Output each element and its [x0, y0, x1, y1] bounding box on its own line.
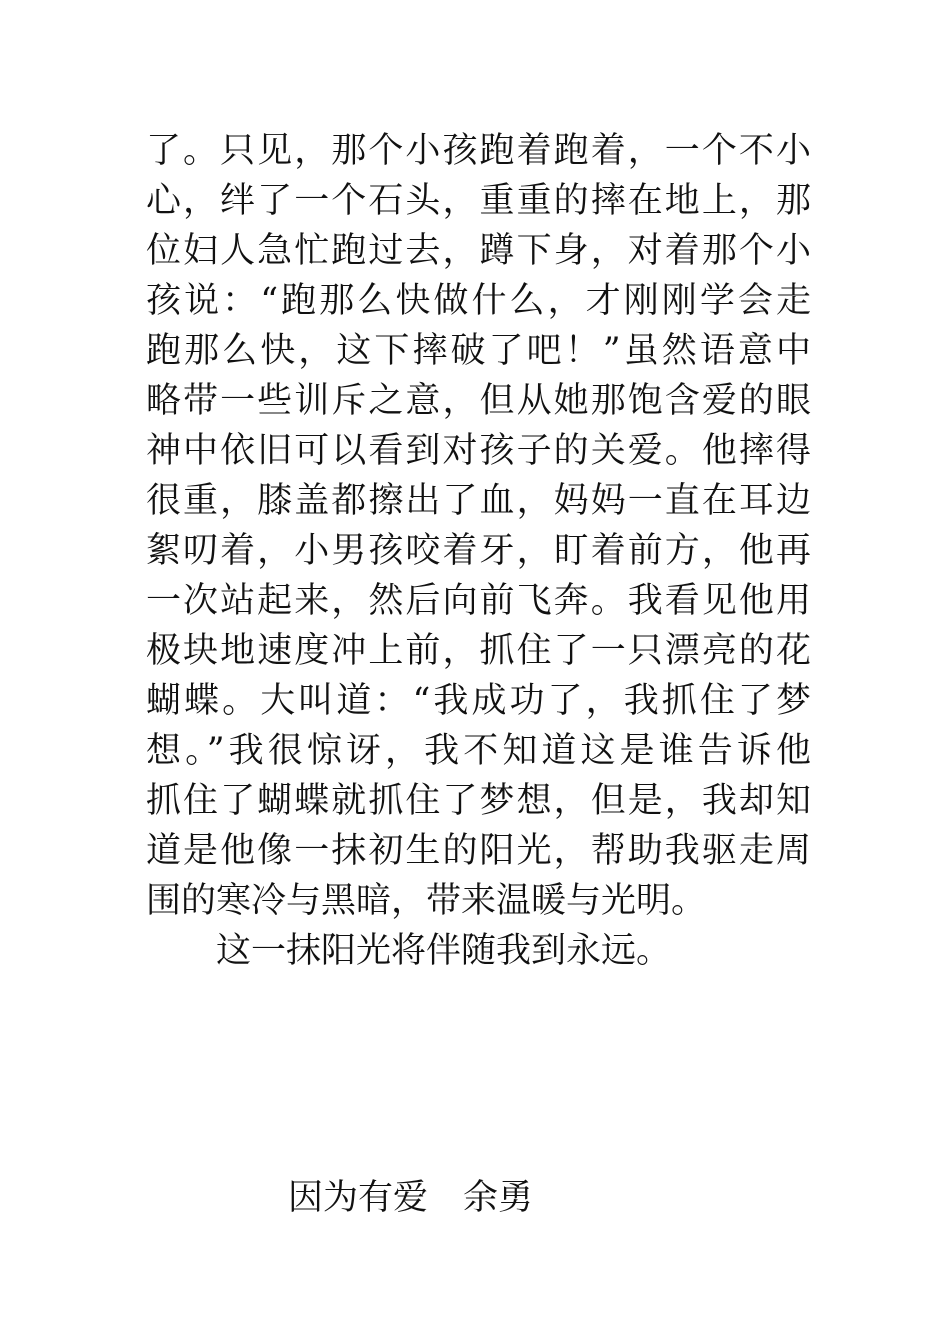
text-line: 蝴蝶。大叫道：“我成功了，我抓住了梦	[146, 681, 811, 721]
text-line: 道是他像一抹初生的阳光，帮助我驱走周	[146, 831, 811, 871]
essay-title: 因为有爱	[288, 1178, 429, 1218]
essay-body	[146, 126, 811, 976]
text-line: 神中依旧可以看到对孩子的关爱。他摔得	[146, 431, 811, 471]
paragraph-2	[146, 926, 811, 976]
text-line: 抓住了蝴蝶就抓住了梦想，但是，我却知	[146, 781, 811, 821]
text-line: 很重，膝盖都擦出了血，妈妈一直在耳边	[146, 481, 811, 521]
text-line: 絮叨着，小男孩咬着牙，盯着前方，他再	[146, 531, 811, 571]
paragraph-1	[146, 126, 811, 926]
text-line: 想。”我很惊讶，我不知道这是谁告诉他	[146, 731, 811, 771]
text-line: 心，绊了一个石头，重重的摔在地上，那	[146, 181, 811, 221]
essay-author: 余勇	[463, 1178, 534, 1218]
text-line: 围的寒冷与黑暗，带来温暖与光明。	[146, 881, 707, 921]
text-line: 跑那么快，这下摔破了吧！”虽然语意中	[146, 331, 811, 371]
text-line: 这一抹阳光将伴随我到永远。	[216, 931, 672, 971]
text-line: 了。只见，那个小孩跑着跑着，一个不小	[146, 131, 811, 171]
text-line: 孩说：“跑那么快做什么，才刚刚学会走	[146, 281, 811, 321]
text-line: 极块地速度冲上前，抓住了一只漂亮的花	[146, 631, 811, 671]
next-essay-heading	[288, 1170, 533, 1226]
text-line: 一次站起来，然后向前飞奔。我看见他用	[146, 581, 811, 621]
text-line: 位妇人急忙跑过去，蹲下身，对着那个小	[146, 231, 811, 271]
text-line: 略带一些训斥之意，但从她那饱含爱的眼	[146, 381, 811, 421]
